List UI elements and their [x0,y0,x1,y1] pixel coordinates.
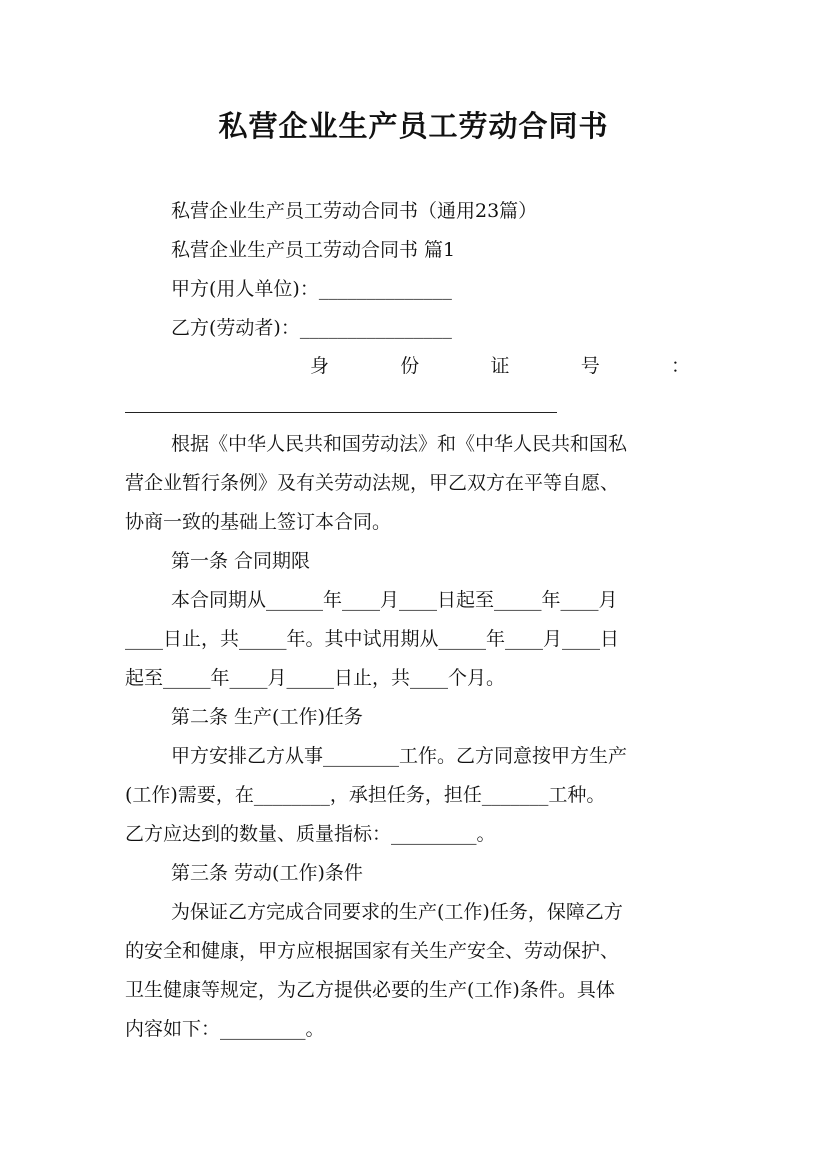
article-heading: 私营企业生产员工劳动合同书 篇1 [171,239,456,261]
preamble-line: 根据《中华人民共和国劳动法》和《中华人民共和国私 [171,433,628,455]
id-char: ： [670,355,690,377]
section1-line: 起至_____年____月_____日止，共____个月。 [125,667,506,689]
section3-line: 卫生健康等规定，为乙方提供必要的生产(工作)条件。具体 [125,979,615,1001]
section2-line: (工作)需要，在________，承担任务，担任_______工种。 [125,784,606,806]
document-title: 私营企业生产员工劳动合同书 [218,109,609,143]
party-b-line: 乙方(劳动者)：________________ [171,317,452,339]
section3-heading: 第三条 劳动(工作)条件 [171,862,363,884]
preamble-line: 营企业暂行条例》及有关劳动法规，甲乙双方在平等自愿、 [125,472,620,494]
section3-line: 的安全和健康，甲方应根据国家有关生产安全、劳动保护、 [125,940,620,962]
document-subtitle: 私营企业生产员工劳动合同书（通用23篇） [171,200,538,222]
preamble-line: 协商一致的基础上签订本合同。 [125,511,392,533]
party-a-line: 甲方(用人单位)：______________ [171,278,452,300]
section1-line: 本合同期从______年____月____日起至_____年____月 [171,589,618,611]
section1-line: ____日止，共_____年。其中试用期从_____年____月____日 [125,628,620,650]
id-char: 证 [490,355,510,377]
id-char: 份 [400,355,420,377]
section2-line: 甲方安排乙方从事________工作。乙方同意按甲方生产 [171,745,628,767]
section2-line: 乙方应达到的数量、质量指标：_________。 [125,823,496,845]
id-char: 身 [310,355,330,377]
id-number-blank-line [125,412,557,413]
section3-line: 为保证乙方完成合同要求的生产(工作)任务，保障乙方 [171,901,623,923]
id-char: 号 [580,355,600,377]
section2-heading: 第二条 生产(工作)任务 [171,706,363,728]
section1-heading: 第一条 合同期限 [171,550,311,572]
section3-line: 内容如下：_________。 [125,1018,325,1040]
id-number-label [310,353,690,379]
